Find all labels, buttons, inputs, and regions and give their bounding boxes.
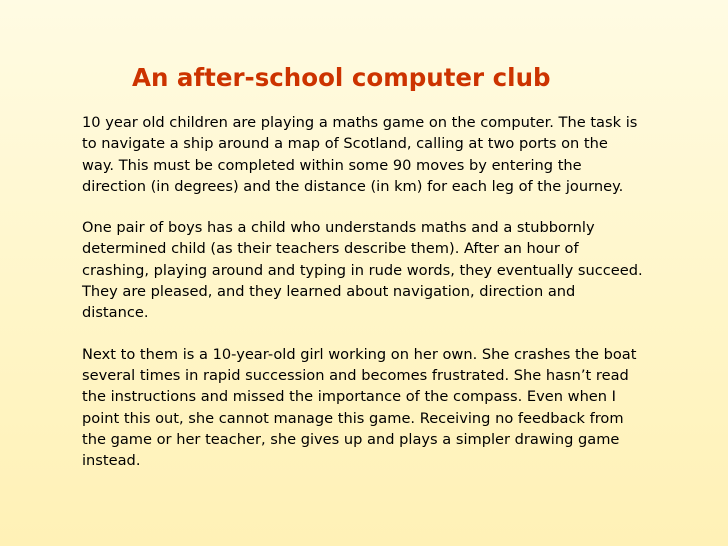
paragraph-line: point this out, she cannot manage this game. Receiving no feedback from [82,409,624,427]
paragraph-line: Next to them is a 10-year-old girl working on her own. She crashes the boat [82,345,637,363]
paragraph-line: the instructions and missed the importance of the compass. Even when I [82,388,616,406]
paragraph-line: crashing, playing around and typing in rude words, they eventually succeed. [82,261,643,279]
paragraph-line: 10 year old children are playing a maths game on the computer. The task is [82,114,638,131]
paragraph-3 [82,344,712,472]
paragraph-2 [82,217,712,323]
slide-title: An after-school computer club [132,63,551,92]
paragraph-line: They are pleased, and they learned about navigation, direction and [82,283,576,301]
slide-body [82,112,712,471]
paragraph-line: several times in rapid succession and becomes frustrated. She hasn’t read [82,366,629,384]
paragraph-line: instead. [82,452,141,470]
paragraph-line: the game or her teacher, she gives up and plays a simpler drawing game [82,430,620,448]
paragraph-line: to navigate a ship around a map of Scotland, calling at two ports on the [82,135,608,153]
paragraph-line: determined child (as their teachers describe them). After an hour of [82,240,579,258]
paragraph-1 [82,112,712,197]
paragraph-line: direction (in degrees) and the distance (in km) for each leg of the journey. [82,177,624,195]
paragraph-line: distance. [82,304,149,322]
paragraph-line: One pair of boys has a child who understands maths and a stubbornly [82,219,595,237]
paragraph-line: way. This must be completed within some 90 moves by entering the [82,156,582,174]
